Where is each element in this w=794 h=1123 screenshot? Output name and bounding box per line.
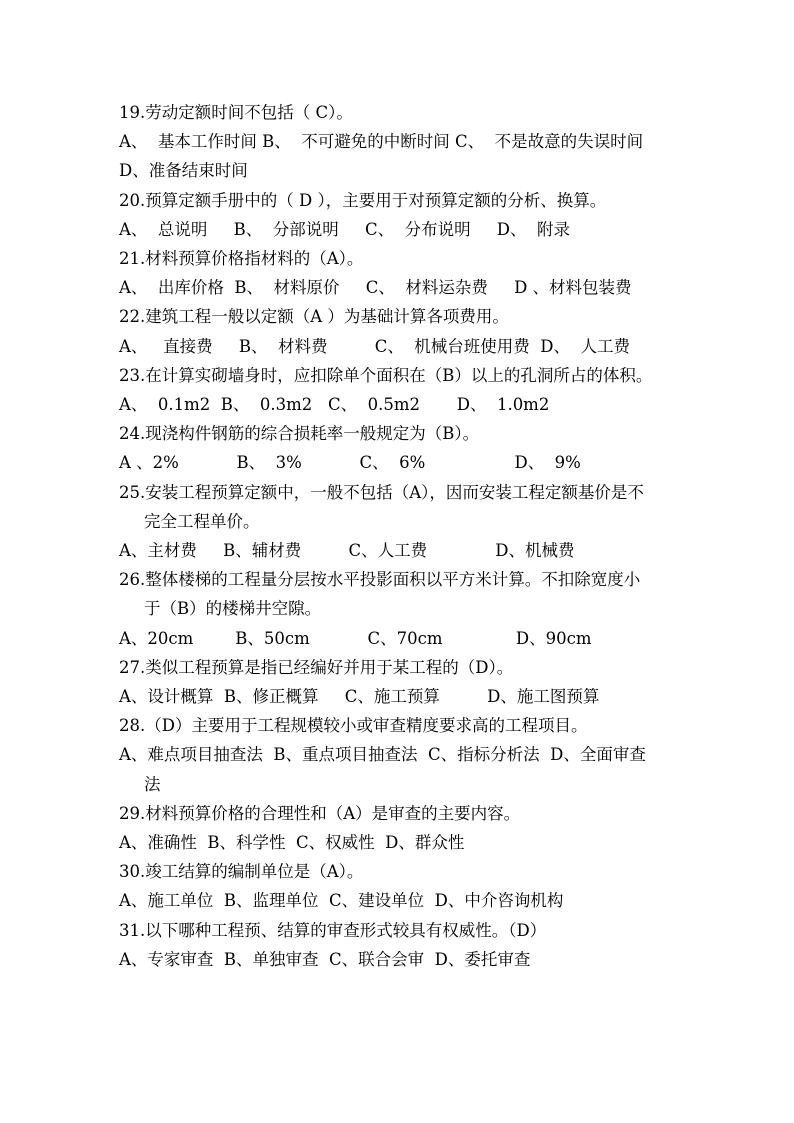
question-stem: 23.在计算实砌墙身时，应扣除单个面积在（B）以上的孔洞所占的体积。 (119, 365, 653, 385)
answer-options: A、 出库价格 B、 材料原价 C、 材料运杂费 D 、材料包装费 (119, 278, 632, 298)
question-stem-continuation: 完全工程单价。 (144, 511, 260, 531)
answer-options: A、主材费 B、辅材费 C、人工费 D、机械费 (119, 541, 575, 560)
question-stem: 24.现浇构件钢筋的综合损耗率一般规定为（B）。 (119, 424, 480, 444)
question-stem: 30.竣工结算的编制单位是（A）。 (119, 862, 364, 882)
question-stem: 26.整体楼梯的工程量分层按水平投影面积以平方米计算。不扣除宽度小 (119, 570, 641, 590)
answer-options: A、准确性 B、科学性 C、权威性 D、群众性 (119, 833, 465, 852)
answer-options: A、施工单位 B、监理单位 C、建设单位 D、中介咨询机构 (119, 891, 564, 911)
question-stem: 31.以下哪种工程预、结算的审查形式较具有权威性。（D） (119, 920, 547, 940)
question-stem: 20.预算定额手册中的（ D ），主要用于对预算定额的分析、换算。 (119, 190, 607, 210)
answer-options: A、 0.1m2 B、 0.3m2 C、 0.5m2 D、 1.0m2 (119, 395, 550, 414)
question-stem: 29.材料预算价格的合理性和（A）是审查的主要内容。 (119, 803, 521, 823)
question-stem: 22.建筑工程一般以定额（A ）为基础计算各项费用。 (119, 307, 509, 327)
answer-options: A、20cm B、50cm C、70cm D、90cm (119, 628, 592, 648)
question-stem: 21.材料预算价格指材料的（A）。 (119, 249, 364, 268)
answer-options: A、设计概算 B、修正概算 C、施工预算 D、施工图预算 (119, 687, 600, 706)
answer-options: A、 基本工作时间 B、 不可避免的中断时间 C、 不是故意的失误时间 (119, 132, 644, 152)
answer-options: A、 总说明 B、 分部说明 C、 分布说明 D、 附录 (119, 219, 571, 239)
answer-options: A、难点项目抽查法 B、重点项目抽查法 C、指标分析法 D、全面审查 (119, 745, 646, 765)
question-stem: 27.类似工程预算是指已经编好并用于某工程的（D）。 (119, 657, 514, 677)
question-stem: 28.（D）主要用于工程规模较小或审查精度要求高的工程项目。 (119, 716, 588, 736)
answer-options: A、 直接费 B、 材料费 C、 机械台班使用费 D、 人工费 (119, 336, 631, 356)
answer-options: A 、2% B、 3% C、 6% D、 9% (119, 453, 581, 473)
answer-options: A、专家审查 B、单独审查 C、联合会审 D、委托审查 (119, 949, 531, 969)
question-stem: 25.安装工程预算定额中，一般不包括（A），因而安装工程定额基价是不 (119, 482, 644, 502)
question-stem: 19.劳动定额时间不包括（ C）。 (119, 103, 353, 122)
answer-options: D、准备结束时间 (119, 161, 248, 181)
question-stem-continuation: 于（B）的楼梯井空隙。 (144, 599, 322, 619)
options-continuation: 法 (144, 774, 161, 794)
